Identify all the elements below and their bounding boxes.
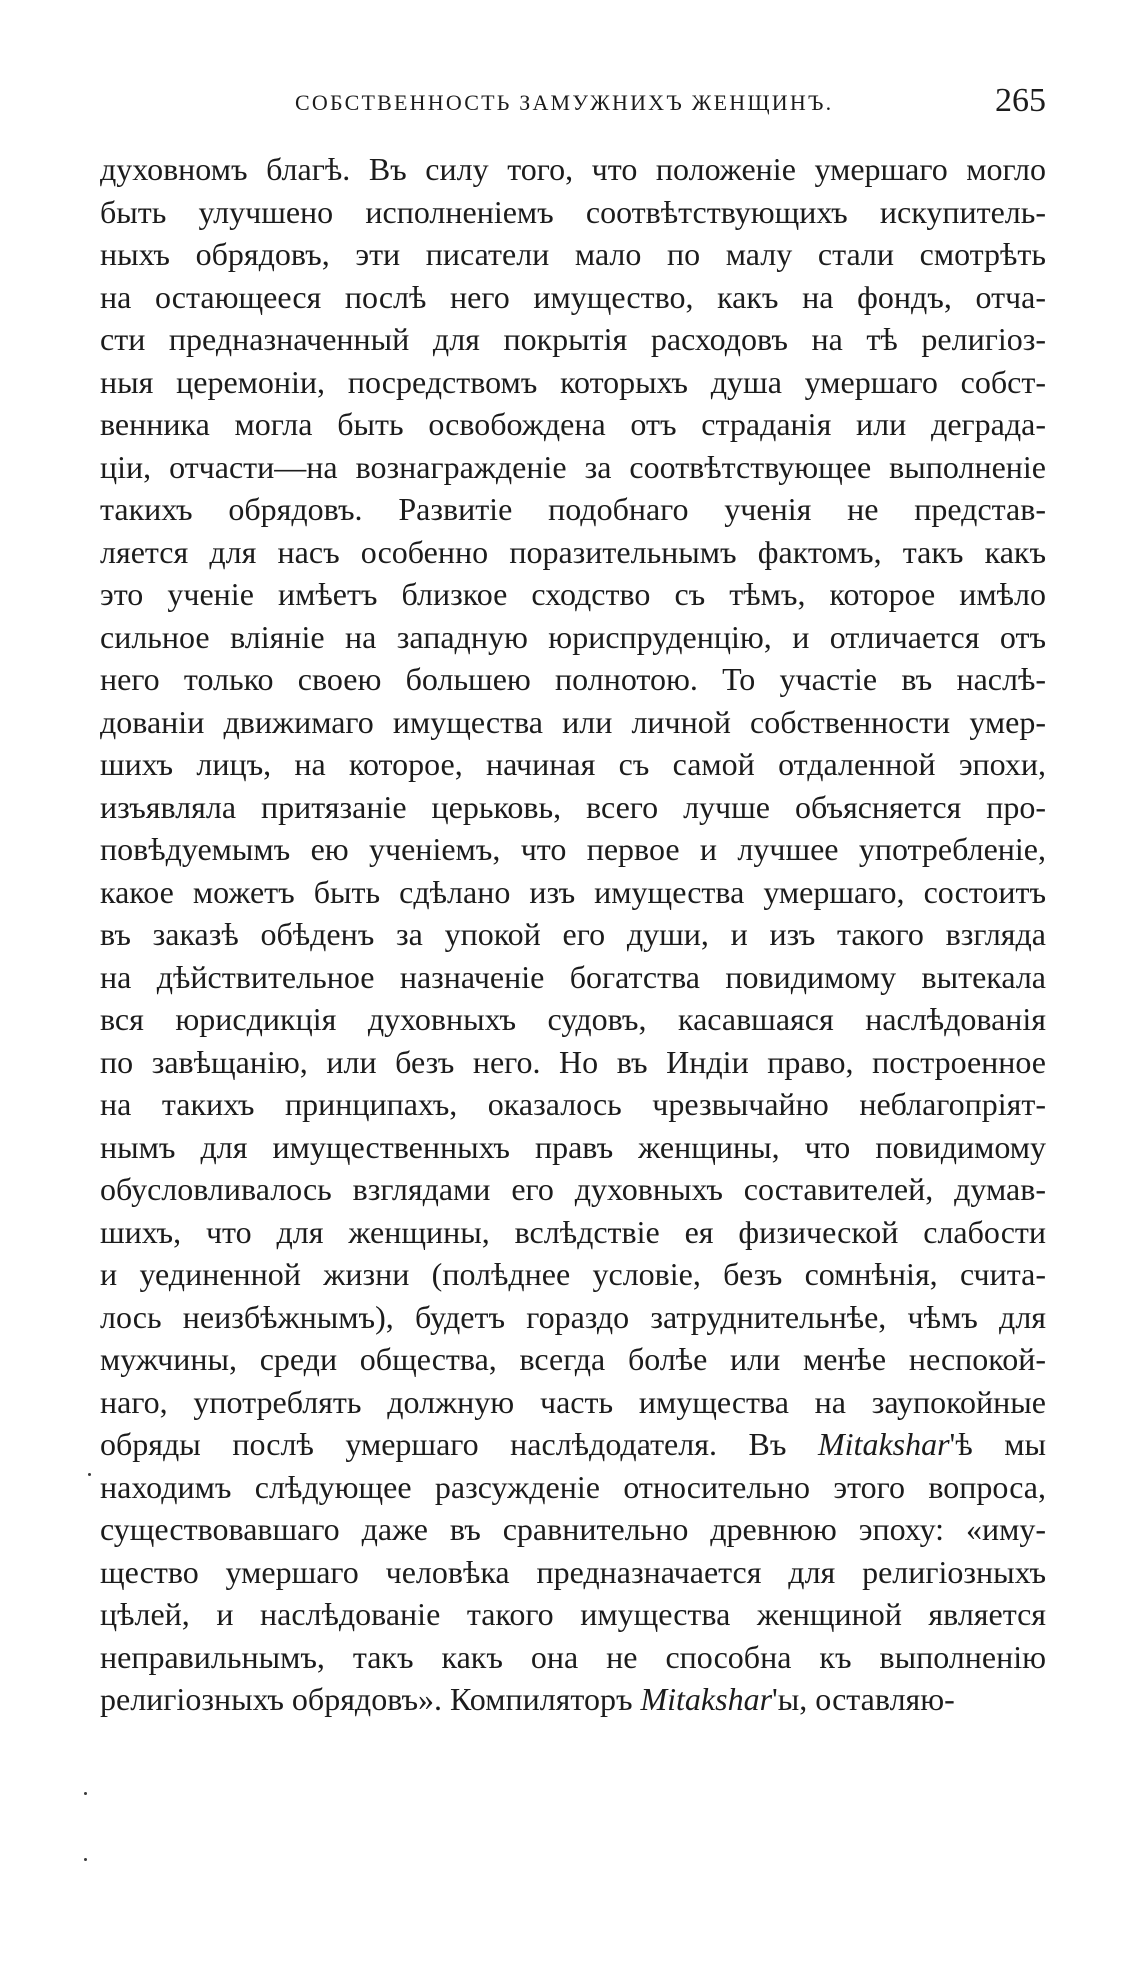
running-head xyxy=(100,82,1046,126)
text-line: ныхъ обрядовъ, эти писатели мало по малу стали смотрѣть xyxy=(100,236,1046,272)
text-line: цѣлей, и наслѣдованіе такого имущества женщиной является xyxy=(100,1596,1046,1632)
text-line: повѣдуемымъ ею ученіемъ, что первое и лучшее употребленіе, xyxy=(100,831,1046,867)
text-line: неправильнымъ, такъ какъ она не способна къ выполненію xyxy=(100,1638,1046,1675)
text-line: ныя церемоніи, посредствомъ которыхъ душа умершаго собст- xyxy=(100,363,1046,400)
text-line: шихъ, что для женщины, вслѣдствіе ея физической слабости xyxy=(100,1213,1046,1250)
text-line: въ заказѣ обѣденъ за упокой его души, и изъ такого взгляда xyxy=(100,916,1046,952)
print-speck xyxy=(84,1858,87,1861)
text-line: мужчины, среди общества, всегда болѣе или менѣе неспокой- xyxy=(100,1341,1046,1377)
body-text xyxy=(100,148,1046,1721)
text-line: щество умершаго человѣка предназначается для религіозныхъ xyxy=(100,1553,1046,1590)
text-line: по завѣщанію, или безъ него. Но въ Индіи право, построенное xyxy=(100,1043,1046,1080)
text-line: него только своею большею полнотою. То участіе въ наслѣ- xyxy=(100,661,1046,697)
text-line: сти предназначенный для покрытія расходовъ на тѣ религіоз- xyxy=(100,321,1046,357)
text-line: находимъ слѣдующее разсужденіе относительно этого вопроса, xyxy=(100,1468,1046,1505)
page-number: 265 xyxy=(995,82,1046,119)
italic-term-mitakshar: Mitakshar xyxy=(640,1681,773,1717)
text-line: и уединенной жизни (полѣднее условіе, безъ сомнѣнія, счита- xyxy=(100,1256,1046,1292)
text-line: наго, употреблять должную часть имущества на заупокойные xyxy=(100,1383,1046,1420)
text-line: это ученіе имѣетъ близкое сходство съ тѣмъ, которое имѣло xyxy=(100,576,1046,612)
text-line: шихъ лицъ, на которое, начиная съ самой отдаленной эпохи, xyxy=(100,746,1046,782)
text-line: вся юрисдикція духовныхъ судовъ, касавшаяся наслѣдованія xyxy=(100,1001,1046,1037)
text-line: изъявляла притязаніе церьковь, всего лучше объясняется про- xyxy=(100,788,1046,825)
text-line: на такихъ принципахъ, оказалось чрезвычайно неблагопріят- xyxy=(100,1086,1046,1122)
text-line: сильное вліяніе на западную юриспруденцію, и отличается отъ xyxy=(100,618,1046,655)
text-line: существовавшаго даже въ сравнительно древнюю эпоху: «иму- xyxy=(100,1511,1046,1547)
text-line xyxy=(100,1678,1046,1721)
text-line xyxy=(100,1423,1046,1466)
text-line: на дѣйствительное назначеніе богатства повидимому вытекала xyxy=(100,958,1046,995)
text-line: нымъ для имущественныхъ правъ женщины, что повидимому xyxy=(100,1128,1046,1165)
text-line-end: 'ѣ мы xyxy=(949,1426,1047,1462)
text-line: духовномъ благѣ. Въ силу того, что положеніе умершаго могло xyxy=(100,151,1046,187)
text-line: какое можетъ быть сдѣлано изъ имущества умершаго, состоитъ xyxy=(100,873,1046,910)
text-line: на остающееся послѣ него имущество, какъ на фондъ, отча- xyxy=(100,278,1046,315)
text-line-start: религіозныхъ обрядовъ». Компиляторъ xyxy=(100,1681,641,1717)
running-title: СОБСТВЕННОСТЬ ЗАМУЖНИХЪ ЖЕНЩИНЪ. xyxy=(295,90,834,115)
print-speck xyxy=(84,1792,87,1795)
text-line: лось неизбѣжнымъ), будетъ гораздо затруднительнѣе, чѣмъ для xyxy=(100,1298,1046,1335)
text-line: ціи, отчасти—на вознагражденіе за соотвѣтствующее выполненіе xyxy=(100,448,1046,485)
text-line: ляется для насъ особенно поразительнымъ фактомъ, такъ какъ xyxy=(100,533,1046,570)
text-line-start: обряды послѣ умершаго наслѣдодателя. Въ xyxy=(100,1426,818,1462)
text-line: такихъ обрядовъ. Развитіе подобнаго ученія не представ- xyxy=(100,491,1046,527)
text-line: венника могла быть освобождена отъ страданія или деграда- xyxy=(100,406,1046,442)
italic-term-mitakshar: Mitakshar xyxy=(818,1426,950,1462)
text-line: быть улучшено исполненіемъ соотвѣтствующихъ искупитель- xyxy=(100,193,1046,230)
print-speck xyxy=(88,1473,91,1476)
text-line: дованіи движимаго имущества или личной собственности умер- xyxy=(100,703,1046,740)
text-line: обусловливалось взглядами его духовныхъ составителей, думав- xyxy=(100,1171,1046,1207)
text-line-end: 'ы, оставляю- xyxy=(772,1681,955,1717)
